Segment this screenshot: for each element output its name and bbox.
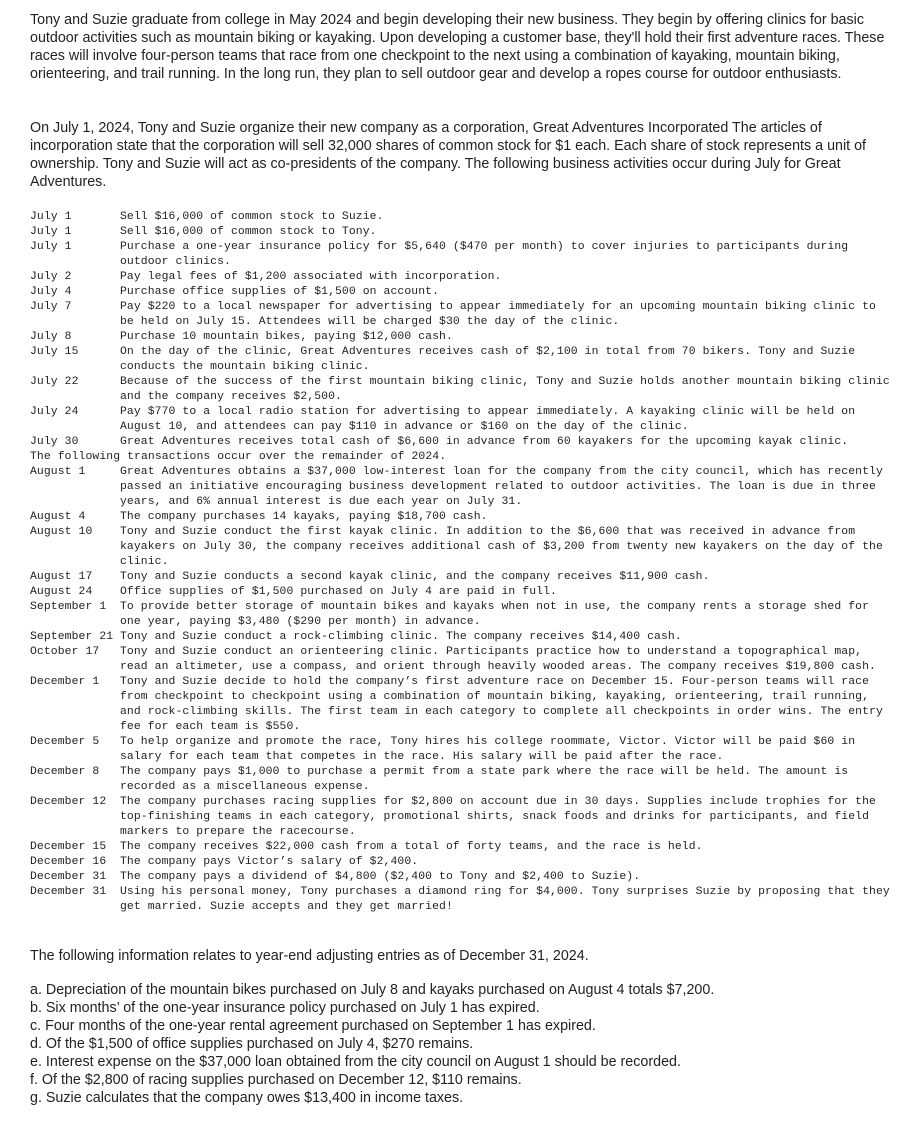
transaction-description: Sell $16,000 of common stock to Suzie. — [120, 211, 384, 223]
transaction-row — [30, 855, 890, 870]
transaction-date: August 24 — [30, 586, 93, 598]
transaction-description: The company purchases racing supplies for $2,800 on account due in 30 days. Supplies include trophies for the top-finishing teams in each category, promotional shirts, snack foods and drinks for participants, and field markers to prepare the racecourse. — [120, 796, 876, 838]
adjustment-item: a. Depreciation of the mountain bikes purchased on July 8 and kayaks purchased on August 4 totals $7,200. — [30, 982, 715, 998]
transaction-row — [30, 510, 890, 525]
adjustment-item: g. Suzie calculates that the company owes $13,400 in income taxes. — [30, 1090, 464, 1106]
transaction-date: December 8 — [30, 766, 100, 778]
transaction-description: Pay $220 to a local newspaper for advertising to appear immediately for an upcoming mountain biking clinic to be held on July 15. Attendees will be charged $30 the day of the clinic. — [120, 301, 876, 328]
transaction-date: December 31 — [30, 886, 107, 898]
transaction-row — [30, 300, 890, 330]
transaction-description: Tony and Suzie decide to hold the company’s first adventure race on December 15. Four-person teams will race from checkpoint to checkpoint using a combination of mountain biking, kayaking, orienteering, trail running, and rock-climbing skills. The first team in each category to complete all checkpoints in order wins. The entry fee for each team is $550. — [120, 676, 883, 733]
transaction-description: On the day of the clinic, Great Adventures receives cash of $2,100 in total from 70 bikers. Tony and Suzie conducts the mountain biking clinic. — [120, 346, 856, 373]
transaction-date: September 21 — [30, 631, 114, 643]
transaction-date: July 1 — [30, 211, 72, 223]
transaction-date: August 1 — [30, 466, 86, 478]
transaction-date: July 2 — [30, 271, 72, 283]
transaction-date: October 17 — [30, 646, 100, 658]
transaction-description: Purchase a one-year insurance policy for $5,640 ($470 per month) to cover injuries to participants during outdoor clinics. — [120, 241, 849, 268]
transaction-date: December 15 — [30, 841, 107, 853]
transaction-row — [30, 645, 890, 675]
transaction-description: The company receives $22,000 cash from a total of forty teams, and the race is held. — [120, 841, 703, 853]
transaction-row — [30, 270, 890, 285]
transaction-description: Office supplies of $1,500 purchased on July 4 are paid in full. — [120, 586, 557, 598]
transaction-date: July 1 — [30, 226, 72, 238]
transaction-description: The company purchases 14 kayaks, paying $18,700 cash. — [120, 511, 488, 523]
transaction-description: Sell $16,000 of common stock to Tony. — [120, 226, 377, 238]
transaction-row — [30, 405, 890, 435]
transaction-date: July 15 — [30, 346, 79, 358]
transaction-description: Great Adventures receives total cash of $6,600 in advance from 60 kayakers for the upcoming kayak clinic. — [120, 436, 849, 448]
transaction-date: July 8 — [30, 331, 72, 343]
adjustment-item: c. Four months of the one-year rental agreement purchased on September 1 has expired. — [30, 1018, 596, 1034]
transaction-row — [30, 885, 890, 915]
transaction-description: Tony and Suzie conduct an orienteering clinic. Participants practice how to understand a topographical map, read an altimeter, use a compass, and orient through heavily wooded areas. The company receives $19,800 cash. — [120, 646, 876, 673]
adjusting-entries-list — [30, 981, 890, 1107]
transaction-description: Tony and Suzie conduct a rock-climbing clinic. The company receives $14,400 cash. — [120, 631, 682, 643]
transaction-description: The company pays a dividend of $4,800 ($2,400 to Tony and $2,400 to Suzie). — [120, 871, 641, 883]
transaction-row — [30, 675, 890, 735]
transaction-row — [30, 840, 890, 855]
transaction-description: The company pays $1,000 to purchase a permit from a state park where the race will be held. The amount is recorded as a miscellaneous expense. — [120, 766, 849, 793]
remainder-note: The following transactions occur over the remainder of 2024. — [30, 451, 447, 463]
transaction-row — [30, 345, 890, 375]
transaction-row — [30, 765, 890, 795]
transaction-date: July 24 — [30, 406, 79, 418]
transaction-description: Pay legal fees of $1,200 associated with incorporation. — [120, 271, 502, 283]
transaction-date: July 22 — [30, 376, 79, 388]
transaction-description: Great Adventures obtains a $37,000 low-interest loan for the company from the city council, which has recently passed an initiative encouraging business development related to outdoor activities. The loan is due in three years, and 6% annual interest is due each year on July 31. — [120, 466, 883, 508]
intro-paragraph-1: Tony and Suzie graduate from college in May 2024 and begin developing their new business. They begin by offering clinics for basic outdoor activities such as mountain biking or kayaking. Upon developing a customer base, they'll hold their first adventure races. These races will involve four-person teams that race from one checkpoint to the next using a combination of kayaking, mountain biking, orienteering, and trail running. In the long run, they plan to sell outdoor gear and develop a ropes course for outdoor enthusiasts. — [30, 12, 885, 82]
transaction-description: To provide better storage of mountain bikes and kayaks when not in use, the company rents a storage shed for one year, paying $3,480 ($290 per month) in advance. — [120, 601, 870, 628]
transaction-date: December 12 — [30, 796, 107, 808]
adjustment-item: f. Of the $2,800 of racing supplies purchased on December 12, $110 remains. — [30, 1072, 522, 1088]
transaction-date: December 31 — [30, 871, 107, 883]
intro-paragraph-2: On July 1, 2024, Tony and Suzie organize their new company as a corporation, Great Adventures Incorporated The articles of incorporation state that the corporation will sell 32,000 shares of common stock for $1 each. Each share of stock represents a unit of ownership. Tony and Suzie will act as co-presidents of the company. The following business activities occur during July for Great Adventures. — [30, 120, 867, 190]
transaction-description: Tony and Suzie conduct the first kayak clinic. In addition to the $6,600 that was received in advance from kayakers on July 30, the company receives additional cash of $3,200 from twenty new kayakers on the day of the clinic. — [120, 526, 883, 568]
transaction-row — [30, 735, 890, 765]
transaction-row — [30, 285, 890, 300]
transaction-list — [30, 210, 890, 915]
transaction-description: To help organize and promote the race, Tony hires his college roommate, Victor. Victor will be paid $60 in salary for each team that competes in the race. His salary will be paid after the race. — [120, 736, 856, 763]
transaction-description: Purchase office supplies of $1,500 on account. — [120, 286, 440, 298]
transaction-date: August 17 — [30, 571, 93, 583]
adjusting-entries-intro: The following information relates to year-end adjusting entries as of December 31, 2024. — [30, 948, 589, 964]
transaction-row — [30, 600, 890, 630]
transaction-row — [30, 630, 890, 645]
transaction-date: December 5 — [30, 736, 100, 748]
transaction-row — [30, 570, 890, 585]
transaction-row — [30, 240, 890, 270]
transaction-description: Using his personal money, Tony purchases a diamond ring for $4,000. Tony surprises Suzie by proposing that they get married. Suzie accepts and they get married! — [120, 886, 890, 913]
transaction-row — [30, 435, 890, 450]
adjustment-item: b. Six months’ of the one-year insurance policy purchased on July 1 has expired. — [30, 1000, 540, 1016]
transaction-date: July 7 — [30, 301, 72, 313]
transaction-date: August 4 — [30, 511, 86, 523]
adjustment-item: d. Of the $1,500 of office supplies purchased on July 4, $270 remains. — [30, 1036, 474, 1052]
transaction-date: December 16 — [30, 856, 107, 868]
transaction-description: Purchase 10 mountain bikes, paying $12,000 cash. — [120, 331, 453, 343]
transaction-row — [30, 225, 890, 240]
transaction-description: The company pays Victor’s salary of $2,400. — [120, 856, 419, 868]
adjustment-item: e. Interest expense on the $37,000 loan obtained from the city council on August 1 should be recorded. — [30, 1054, 681, 1070]
transaction-date: July 4 — [30, 286, 72, 298]
transaction-description: Because of the success of the first mountain biking clinic, Tony and Suzie holds another mountain biking clinic and the company receives $2,500. — [120, 376, 890, 403]
transaction-date: December 1 — [30, 676, 100, 688]
transaction-row — [30, 210, 890, 225]
transaction-row — [30, 330, 890, 345]
transaction-date: August 10 — [30, 526, 93, 538]
transaction-row — [30, 795, 890, 840]
transaction-date: July 30 — [30, 436, 79, 448]
transaction-row — [30, 525, 890, 570]
transaction-description: Tony and Suzie conducts a second kayak clinic, and the company receives $11,900 cash. — [120, 571, 710, 583]
transaction-date: July 1 — [30, 241, 72, 253]
transaction-row — [30, 375, 890, 405]
transaction-row — [30, 870, 890, 885]
transaction-date: September 1 — [30, 601, 107, 613]
transaction-row — [30, 585, 890, 600]
transaction-row — [30, 465, 890, 510]
transaction-description: Pay $770 to a local radio station for advertising to appear immediately. A kayaking clinic will be held on August 10, and attendees can pay $110 in advance or $160 on the day of the clinic. — [120, 406, 856, 433]
